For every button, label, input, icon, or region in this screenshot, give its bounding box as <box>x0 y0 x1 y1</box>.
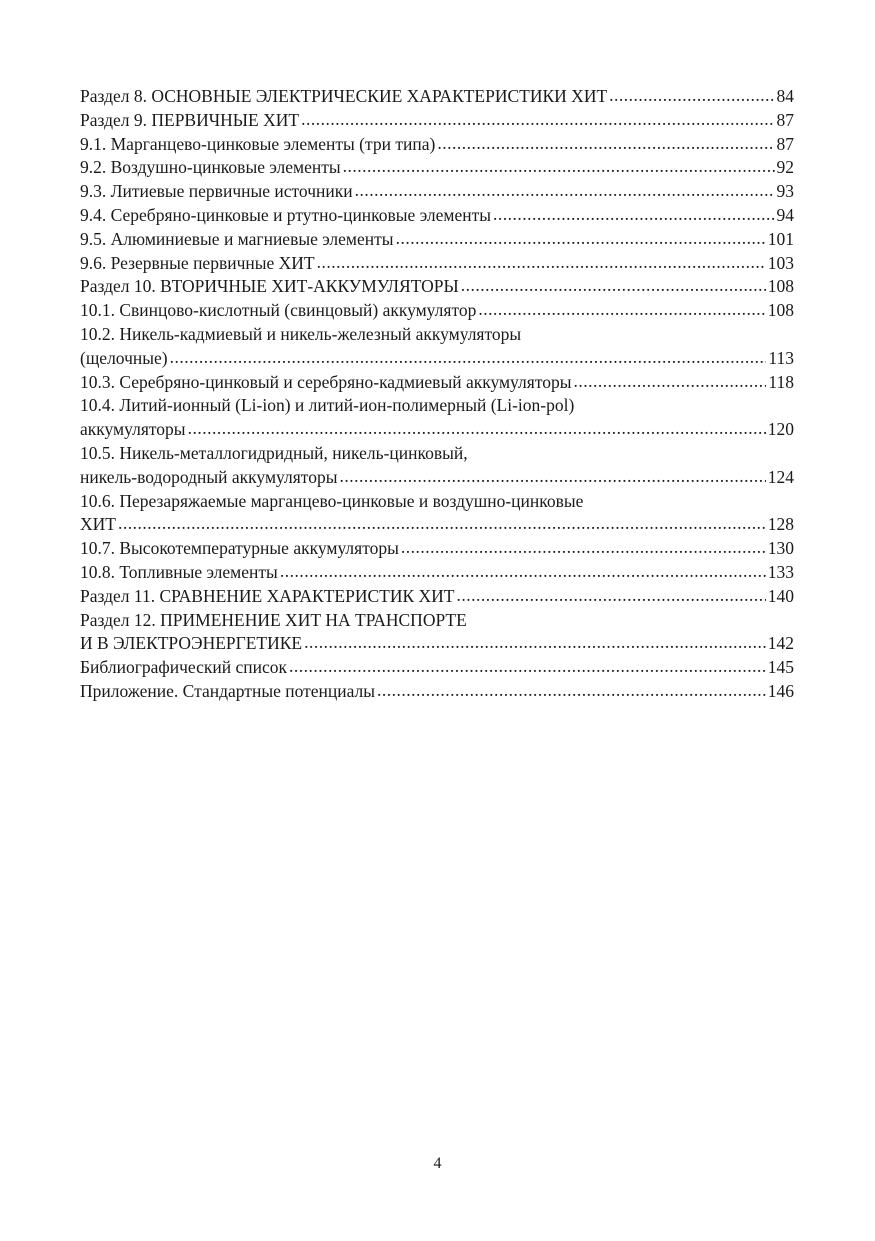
toc-entry-page: 128 <box>767 514 794 535</box>
toc-entry-title: 9.2. Воздушно-цинковые элементы <box>80 157 341 178</box>
toc-entry-title-line: 10.6. Перезаряжаемые марганцево-цинковые и воздушно-цинковые <box>80 490 584 511</box>
toc-entry-line <box>80 537 794 561</box>
toc-entry-line <box>80 252 794 276</box>
toc-entry[interactable] <box>80 156 794 180</box>
dot-leader <box>377 679 766 703</box>
toc-entry-page: 146 <box>767 680 794 701</box>
toc-entry-page: 113 <box>768 347 794 368</box>
toc-entry-page: 118 <box>768 371 794 392</box>
dot-leader <box>188 417 766 441</box>
toc-entry-page: 133 <box>767 561 794 582</box>
dot-leader <box>317 251 766 275</box>
toc-entry[interactable] <box>80 680 794 704</box>
toc-entry[interactable] <box>80 442 794 490</box>
dot-leader <box>339 465 765 489</box>
toc-entry-line <box>80 371 794 395</box>
dot-leader <box>170 346 767 370</box>
toc-entry-page: 92 <box>776 157 794 178</box>
page-number: 4 <box>433 1155 442 1172</box>
toc-entry[interactable] <box>80 275 794 299</box>
toc-entry-line <box>80 156 794 180</box>
toc-entry[interactable] <box>80 299 794 323</box>
toc-entry[interactable] <box>80 609 794 657</box>
dot-leader <box>396 227 766 251</box>
dot-leader <box>456 584 765 608</box>
toc-entry[interactable] <box>80 109 794 133</box>
toc-entry-title: никель-водородный аккумуляторы <box>80 466 338 487</box>
toc-entry-title-line: 10.5. Никель-металлогидридный, никель-цинковый, <box>80 442 468 463</box>
toc-entry-line <box>80 109 794 133</box>
toc-entry-title: Раздел 11. СРАВНЕНИЕ ХАРАКТЕРИСТИК ХИТ <box>80 585 455 606</box>
toc-entry-page: 87 <box>776 109 794 130</box>
toc-entry-line <box>80 680 794 704</box>
toc-entry-title-line: 10.2. Никель-кадмиевый и никель-железный аккумуляторы <box>80 323 522 344</box>
dot-leader <box>437 132 774 156</box>
toc-entry-page: 94 <box>776 204 794 225</box>
toc-entry-title: ХИТ <box>80 514 116 535</box>
toc-entry-title: 9.3. Литиевые первичные источники <box>80 181 353 202</box>
toc-entry-page: 84 <box>776 86 794 106</box>
toc-entry-title: 10.1. Свинцово-кислотный (свинцовый) аккумулятор <box>80 300 477 321</box>
toc-entry-title: 9.6. Резервные первичные ХИТ <box>80 252 315 273</box>
dot-leader <box>355 179 775 203</box>
toc-entry-title: Приложение. Стандартные потенциалы <box>80 680 376 701</box>
dot-leader <box>478 298 765 322</box>
toc-entry-title: 10.8. Топливные элементы <box>80 561 278 582</box>
toc-entry-title: 10.3. Серебряно-цинковый и серебряно-кадмиевый аккумуляторы <box>80 371 572 392</box>
dot-leader <box>289 655 766 679</box>
dot-leader <box>574 370 767 394</box>
toc-entry-title: 9.4. Серебряно-цинковые и ртутно-цинковые элементы <box>80 204 492 225</box>
toc-entry[interactable] <box>80 490 794 538</box>
toc-entry[interactable] <box>80 133 794 157</box>
toc-entry[interactable] <box>80 252 794 276</box>
toc-entry-page: 124 <box>767 466 794 487</box>
toc-entry[interactable] <box>80 537 794 561</box>
dot-leader <box>493 203 774 227</box>
dot-leader <box>304 631 766 655</box>
dot-leader <box>609 84 774 108</box>
toc-entry-line <box>80 656 794 680</box>
toc-entry[interactable] <box>80 656 794 680</box>
toc-entry-line <box>80 585 794 609</box>
toc-entry-title: Раздел 10. ВТОРИЧНЫЕ ХИТ-АККУМУЛЯТОРЫ <box>80 276 459 297</box>
dot-leader <box>461 274 766 298</box>
toc-entry[interactable] <box>80 371 794 395</box>
toc-entry-line <box>80 133 794 157</box>
toc-entry-page: 101 <box>767 228 794 249</box>
toc-entry-line <box>80 204 794 228</box>
dot-leader <box>301 108 774 132</box>
toc-entry-page: 130 <box>767 538 794 559</box>
toc-entry-title: 9.5. Алюминиевые и магниевые элементы <box>80 228 394 249</box>
toc-entry-line <box>80 347 794 371</box>
toc-entry-page: 103 <box>767 252 794 273</box>
toc-entry[interactable] <box>80 85 794 109</box>
dot-leader <box>118 512 766 536</box>
toc-entry-title-line: Раздел 12. ПРИМЕНЕНИЕ ХИТ НА ТРАНСПОРТЕ <box>80 609 467 630</box>
toc-entry-line <box>80 228 794 252</box>
toc-entry-title: Библиографический список <box>80 657 288 678</box>
toc-entry-title: Раздел 8. ОСНОВНЫЕ ЭЛЕКТРИЧЕСКИЕ ХАРАКТЕРИСТИКИ ХИТ <box>80 86 608 106</box>
toc-entry[interactable] <box>80 323 794 371</box>
toc-entry-line <box>80 466 794 490</box>
toc-entry-title: 9.1. Марганцево-цинковые элементы (три типа) <box>80 133 436 154</box>
toc-entry-line <box>80 632 794 656</box>
toc-entry-page: 108 <box>767 300 794 321</box>
toc-entry-page: 140 <box>767 585 794 606</box>
toc-entry[interactable] <box>80 585 794 609</box>
dot-leader <box>401 536 766 560</box>
toc-entry-page: 108 <box>767 276 794 297</box>
toc-entry-page: 87 <box>776 133 794 154</box>
toc-entry-line <box>80 299 794 323</box>
toc-entry-line <box>80 418 794 442</box>
toc-entry-page: 120 <box>767 419 794 440</box>
table-of-contents <box>80 85 794 704</box>
toc-entry-title: И В ЭЛЕКТРОЭНЕРГЕТИКЕ <box>80 633 303 654</box>
toc-entry-page: 93 <box>776 181 794 202</box>
toc-entry-line <box>80 180 794 204</box>
toc-entry-page: 142 <box>767 633 794 654</box>
toc-entry-line <box>80 561 794 585</box>
toc-entry-line <box>80 85 794 109</box>
dot-leader <box>343 155 775 179</box>
toc-entry-page: 145 <box>767 657 794 678</box>
dot-leader <box>280 560 766 584</box>
toc-entry-title: 10.7. Высокотемпературные аккумуляторы <box>80 538 399 559</box>
toc-entry-title: (щелочные) <box>80 347 168 368</box>
toc-entry-line <box>80 275 794 299</box>
toc-entry-title-line: 10.4. Литий-ионный (Li-ion) и литий-ион-полимерный (Li-ion-pol) <box>80 395 575 416</box>
toc-entry[interactable] <box>80 228 794 252</box>
toc-entry[interactable] <box>80 180 794 204</box>
toc-entry[interactable] <box>80 204 794 228</box>
toc-entry-title: аккумуляторы <box>80 419 186 440</box>
toc-entry-title: Раздел 9. ПЕРВИЧНЫЕ ХИТ <box>80 109 300 130</box>
toc-entry[interactable] <box>80 561 794 585</box>
toc-entry[interactable] <box>80 394 794 442</box>
toc-entry-line <box>80 513 794 537</box>
